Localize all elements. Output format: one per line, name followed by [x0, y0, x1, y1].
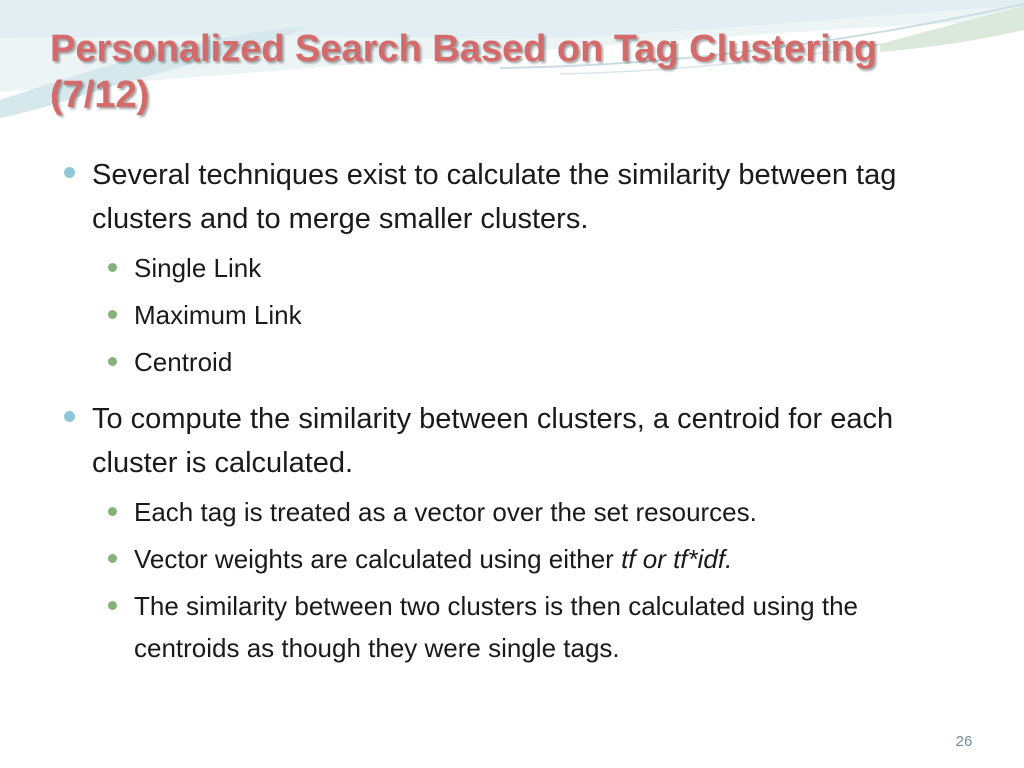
page-number: 26	[955, 733, 973, 750]
sub-bullet-text: Vector weights are calculated using either	[134, 544, 622, 574]
bullet-dot-icon	[108, 357, 117, 366]
bullet-item	[62, 153, 962, 241]
bullet-dot-icon	[108, 601, 117, 610]
bullet-dot-icon	[64, 167, 75, 178]
bullet-dot-icon	[64, 411, 75, 422]
sub-bullet-text: The similarity between two clusters is then calculated using the centroids as though they were single tags.	[134, 591, 859, 663]
bullet-dot-icon	[108, 554, 117, 563]
sub-bullet-italic-text: tf or tf*idf.	[621, 544, 733, 574]
slide-title: Personalized Search Based on Tag Clustering (7/12)	[50, 28, 878, 116]
bullet-dot-icon	[108, 310, 117, 319]
sub-bullet-item	[62, 538, 962, 580]
bullet-text: To compute the similarity between clusters, a centroid for each cluster is calculated.	[92, 403, 894, 479]
sub-bullet-text: Single Link	[134, 253, 262, 283]
slide-body	[62, 153, 962, 669]
bullet-item	[62, 397, 962, 485]
bullet-dot-icon	[108, 263, 117, 272]
sub-bullet-item	[62, 585, 962, 669]
bullet-text: Several techniques exist to calculate the similarity between tag clusters and to merge smaller clusters.	[92, 159, 897, 235]
sub-bullet-item	[62, 247, 962, 289]
sub-bullet-item	[62, 341, 962, 383]
sub-bullet-text: Centroid	[134, 347, 233, 377]
sub-bullet-item	[62, 294, 962, 336]
sub-bullet-text: Each tag is treated as a vector over the set resources.	[134, 497, 757, 527]
sub-bullet-text: Maximum Link	[134, 300, 302, 330]
sub-bullet-item	[62, 491, 962, 533]
bullet-dot-icon	[108, 507, 117, 516]
